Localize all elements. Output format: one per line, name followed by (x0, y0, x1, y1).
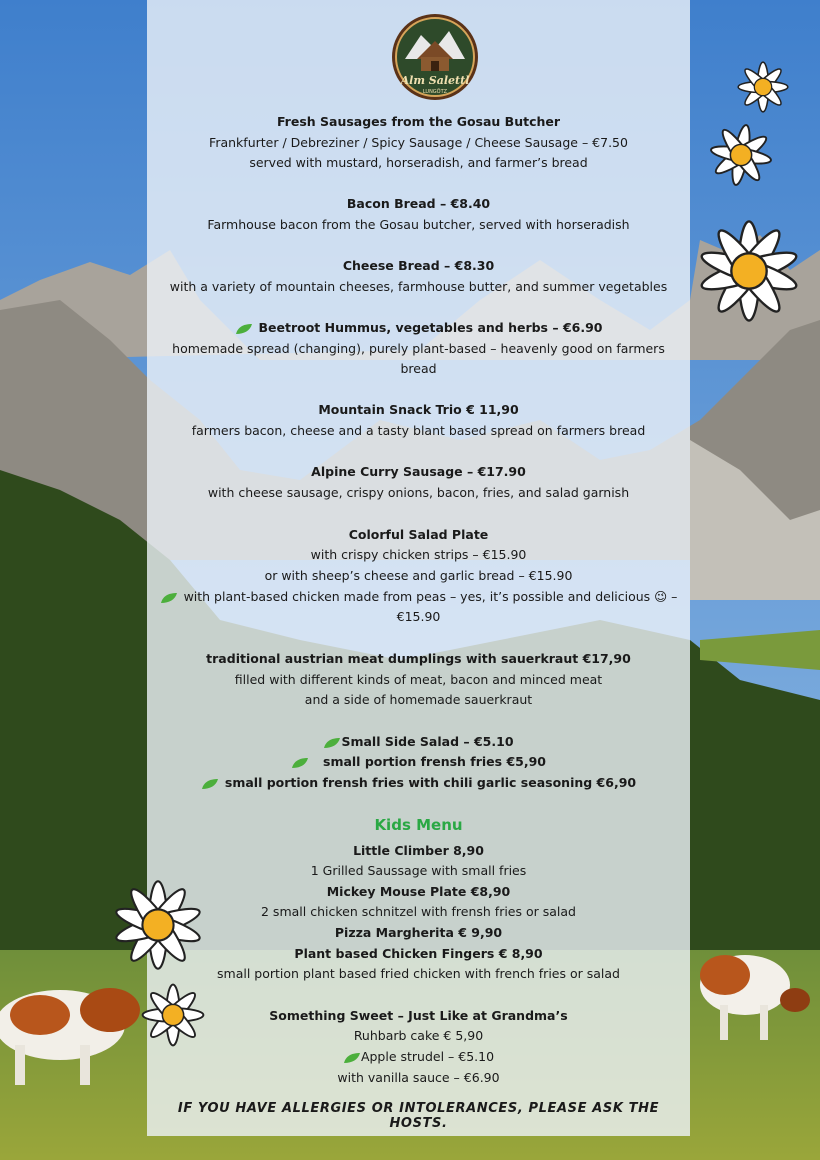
item-title: Fresh Sausages from the Gosau Butcher (276, 114, 561, 129)
item-description: Ruhbarb cake € 5,90 (353, 1028, 484, 1043)
side-item-vegan: small portion frensh fries €5,90 (147, 753, 690, 771)
kids-menu-heading: Kids Menu (374, 816, 463, 834)
item-title: Alpine Curry Sausage – €17.90 (311, 464, 526, 479)
item-title: Colorful Salad Plate (348, 527, 489, 542)
item-description: with cheese sausage, crispy onions, bacon, fries, and salad garnish (207, 485, 630, 500)
item-title-vegan: Beetroot Hummus, vegetables and herbs – €6.90 (147, 319, 690, 337)
edelweiss-icon (688, 212, 810, 330)
item-description: €15.90 (396, 609, 441, 624)
item-description: and a side of homemade sauerkraut (304, 692, 533, 707)
leaf-icon (291, 757, 309, 769)
item-title: Plant based Chicken Fingers € 8,90 (294, 946, 543, 961)
item-description: bread (400, 361, 437, 376)
item-description: 2 small chicken schnitzel with frensh fries or salad (261, 904, 576, 919)
leaf-icon (343, 1052, 361, 1064)
item-description: with crispy chicken strips – €15.90 (310, 547, 527, 562)
item-description: served with mustard, horseradish, and farmer’s bread (249, 155, 588, 170)
edelweiss-icon (732, 56, 794, 118)
item-description-vegan: with plant-based chicken made from peas – yes, it’s possible and delicious 😉 – (147, 588, 690, 606)
allergy-notice: IF YOU HAVE ALLERGIES OR INTOLERANCES, PLEASE ASK THE HOSTS. (177, 1101, 660, 1131)
side-item-vegan: small portion frensh fries with chili garlic seasoning €6,90 (147, 774, 690, 792)
item-title: Little Climber 8,90 (353, 843, 484, 858)
mountain-hut-logo (391, 13, 479, 101)
item-description: 1 Grilled Saussage with small fries (310, 863, 527, 878)
item-description: Frankfurter / Debreziner / Spicy Sausage / Cheese Sausage – €7.50 (209, 135, 628, 150)
leaf-icon (160, 592, 178, 604)
side-item-vegan: Small Side Salad – €5.10 (147, 733, 690, 751)
item-description: or with sheep’s cheese and garlic bread – €15.90 (264, 568, 573, 583)
item-description: with a variety of mountain cheeses, farmhouse butter, and summer vegetables (169, 279, 668, 294)
svg-text:Alm Salettl: Alm Salettl (400, 74, 470, 87)
leaf-icon (201, 778, 219, 790)
leaf-icon (323, 737, 341, 749)
item-description: with vanilla sauce – €6.90 (337, 1070, 500, 1085)
item-title: Cheese Bread – €8.30 (342, 258, 495, 273)
item-title: Pizza Margherita € 9,90 (334, 925, 503, 940)
item-title: Something Sweet – Just Like at Grandma’s (269, 1008, 568, 1023)
svg-text:LUNGÖTZ: LUNGÖTZ (422, 89, 448, 95)
item-description: farmers bacon, cheese and a tasty blant based spread on farmers bread (191, 423, 646, 438)
item-description: filled with different kinds of meat, bacon and minced meat (234, 672, 603, 687)
item-description: Farmhouse bacon from the Gosau butcher, served with horseradish (207, 217, 630, 232)
item-title: Mickey Mouse Plate €8,90 (326, 884, 511, 899)
item-description-vegan: Apple strudel – €5.10 (147, 1048, 690, 1066)
item-title: Bacon Bread – €8.40 (346, 196, 491, 211)
item-description: small portion plant based fried chicken with french fries or salad (217, 966, 620, 981)
item-title: traditional austrian meat dumplings with sauerkraut €17,90 (206, 651, 631, 666)
item-title: Mountain Snack Trio € 11,90 (318, 402, 519, 417)
item-description: homemade spread (changing), purely plant-based – heavenly good on farmers (172, 341, 665, 356)
leaf-icon (235, 323, 253, 335)
edelweiss-icon (703, 117, 779, 193)
